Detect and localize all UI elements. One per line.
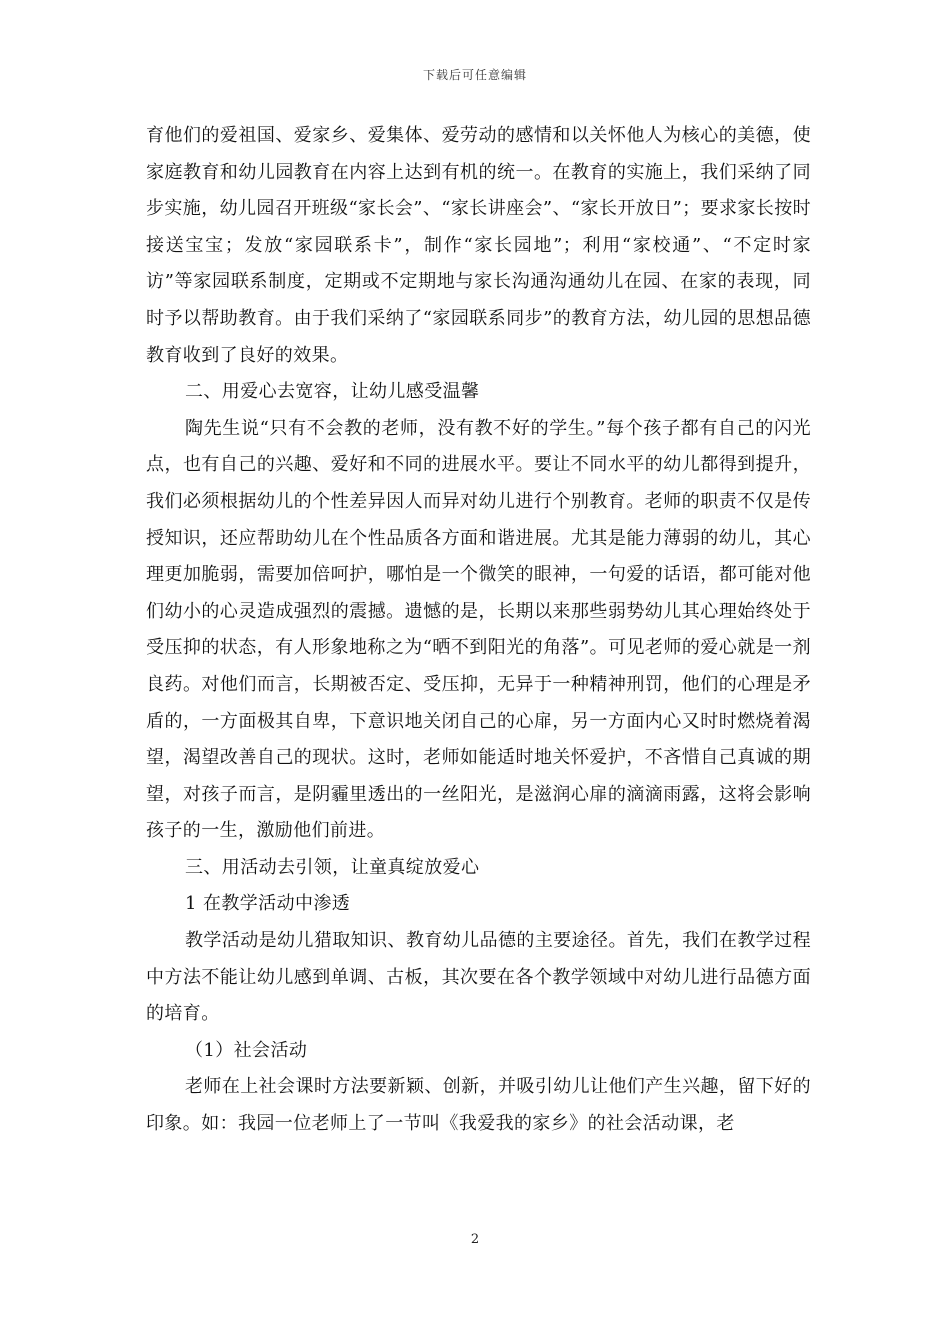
paragraph-tao-quote: 陶先生说“只有不会教的老师，没有教不好的学生。”每个孩子都有自己的闪光点，也有自己的兴趣、爱好和不同的进展水平。要让不同水平的幼儿都得到提升，我们必须根据幼儿的个性差异因人而异对幼儿进行个别教育。老师的职责不仅是传授知识，还应帮助幼儿在个性品质各方面和谐进展。尤其是能力薄弱的幼儿，其心理更加脆弱，需要加倍呵护，哪怕是一个微笑的眼神，一句爱的话语，都可能对他们幼小的心灵造成强烈的震撼。遗憾的是，长期以来那些弱势幼儿其心理始终处于受压抑的状态，有人形象地称之为“晒不到阳光的角落”。可见老师的爱心就是一剂良药。对他们而言，长期被否定、受压抑，无异于一种精神刑罚，他们的心理是矛盾的，一方面极其自卑，下意识地关闭自己的心扉，另一方面内心又时时燃烧着渴望，渴望改善自己的现状。这时，老师如能适时地关怀爱护，不吝惜自己真诚的期望，对孩子而言，是阴霾里透出的一丝阳光，是滋润心扉的滴滴雨露，这将会影响孩子的一生，激励他们前进。 [146, 417, 811, 842]
paragraph-social-class: 老师在上社会课时方法要新颖、创新，并吸引幼儿让他们产生兴趣，留下好的印象。如：我园一位老师上了一节叫《我爱我的家乡》的社会活动课，老 [146, 1076, 811, 1135]
paragraph-family-education: 育他们的爱祖国、爱家乡、爱集体、爱劳动的感情和以关怀他人为核心的美德，使家庭教育和幼儿园教育在内容上达到有机的统一。在教育的实施上，我们采纳了同步实施，幼儿园召开班级“家长会”、“家长讲座会”、“家长开放日”；要求家长按时接送宝宝；发放“家园联系卡”，制作“家长园地”；利用“家校通”、“不定时家访”等家园联系制度，定期或不定期地与家长沟通沟通幼儿在园、在家的表现，同时予以帮助教育。由于我们采纳了“家园联系同步”的教育方法，幼儿园的思想品德教育收到了良好的效果。 [146, 125, 811, 366]
section-heading-3: 三、用活动去引领，让童真绽放爱心 [185, 856, 480, 878]
subsection-heading-1: 1 在教学活动中渗透 [185, 893, 351, 915]
page-header: 下载后可任意编辑 [422, 68, 527, 82]
page-number: 2 [470, 1232, 480, 1247]
section-heading-2: 二、用爱心去宽容，让幼儿感受温馨 [185, 381, 480, 403]
subsection-heading-social: （1）社会活动 [185, 1039, 308, 1061]
paragraph-teaching-activity: 教学活动是幼儿猎取知识、教育幼儿品德的主要途径。首先，我们在教学过程中方法不能让幼儿感到单调、古板，其次要在各个教学领域中对幼儿进行品德方面的培育。 [146, 930, 811, 1025]
document-body [146, 118, 811, 1143]
